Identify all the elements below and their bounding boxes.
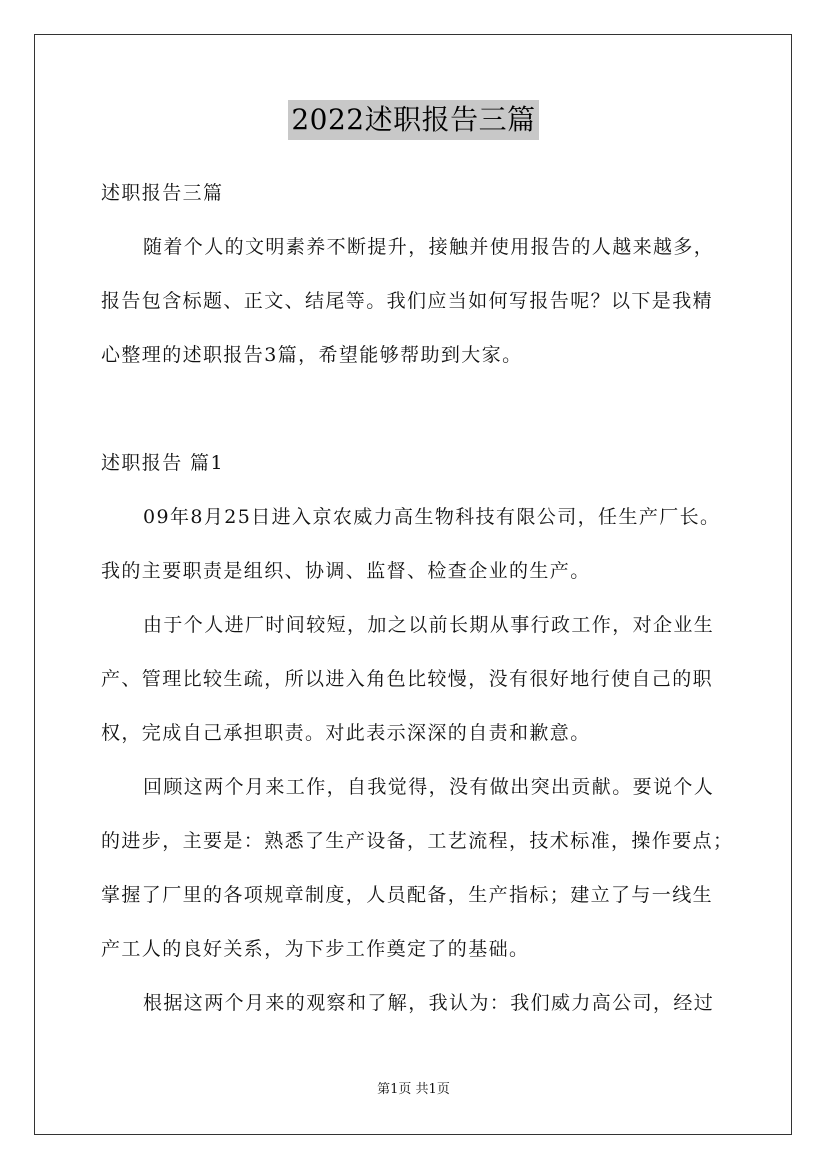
- paragraph-line: 掌握了厂里的各项规章制度，人员配备，生产指标；建立了与一线生: [101, 884, 714, 906]
- paragraph-line: 权，完成自己承担职责。对此表示深深的自责和歉意。: [101, 722, 591, 744]
- page-footer: 第1页 共1页: [377, 1082, 450, 1097]
- document-title: 2022述职报告三篇: [288, 100, 538, 140]
- document-body: [101, 172, 734, 1036]
- paragraph-line: 根据这两个月来的观察和了解，我认为：我们威力高公司，经过: [143, 992, 715, 1014]
- paragraph-line: 由于个人进厂时间较短，加之以前长期从事行政工作，对企业生: [143, 614, 715, 636]
- paragraph-line: 产工人的良好关系，为下步工作奠定了的基础。: [101, 938, 530, 960]
- paragraph-line: 随着个人的文明素养不断提升，接触并使用报告的人越来越多，: [143, 236, 715, 258]
- paragraph-line: 心整理的述职报告3篇，希望能够帮助到大家。: [101, 344, 523, 366]
- title-area: [0, 100, 827, 140]
- paragraph-line: 报告包含标题、正文、结尾等。我们应当如何写报告呢？以下是我精: [101, 290, 714, 312]
- paragraph-line: 我的主要职责是组织、协调、监督、检查企业的生产。: [101, 560, 591, 582]
- section-heading: 述职报告 篇1: [101, 452, 224, 474]
- section-heading: 述职报告三篇: [101, 182, 224, 204]
- paragraph-line: 产、管理比较生疏，所以进入角色比较慢，没有很好地行使自己的职: [101, 668, 714, 690]
- paragraph-line: 回顾这两个月来工作，自我觉得，没有做出突出贡献。要说个人: [143, 776, 715, 798]
- paragraph-line: 的进步，主要是：熟悉了生产设备，工艺流程，技术标准，操作要点；: [101, 830, 734, 852]
- blank-line: [101, 388, 729, 442]
- paragraph-line: 09年8月25日进入京农威力高生物科技有限公司，任生产厂长。: [143, 506, 721, 528]
